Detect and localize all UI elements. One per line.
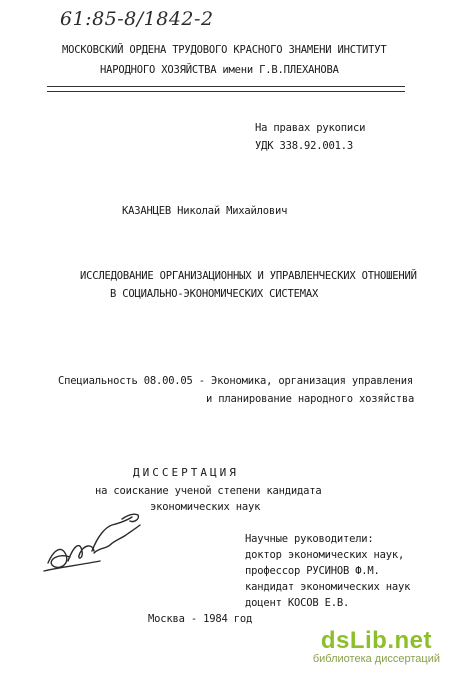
thesis-title-line2: В СОЦИАЛЬНО-ЭКОНОМИЧЕСКИХ СИСТЕМАХ	[110, 288, 319, 300]
city-year: Москва - 1984 год	[148, 613, 253, 625]
degree-line1: на соискание ученой степени кандидата	[95, 485, 322, 497]
thesis-title-line1: ИССЛЕДОВАНИЕ ОРГАНИЗАЦИОННЫХ И УПРАВЛЕНЧЕСКИХ ОТНОШЕНИЙ	[80, 270, 417, 282]
specialty-line1: Специальность 08.00.05 - Экономика, организация управления	[58, 375, 414, 387]
watermark-tagline: библиотека диссертаций	[312, 653, 440, 665]
advisor-line2: профессор РУСИНОВ Ф.М.	[245, 565, 380, 577]
manuscript-rights-note: На правах рукописи	[255, 122, 366, 134]
handwritten-signature-icon	[40, 505, 150, 585]
double-rule-separator	[47, 86, 405, 92]
degree-line2: экономических наук	[150, 501, 261, 513]
watermark-brand: dsLib.net	[320, 627, 433, 654]
udk-code: УДК 338.92.001.3	[255, 140, 353, 152]
dissertation-label: ДИССЕРТАЦИЯ	[133, 466, 239, 479]
author-name: КАЗАНЦЕВ Николай Михайлович	[122, 205, 288, 217]
advisors-heading: Научные руководители:	[245, 533, 374, 545]
institute-name-line1: МОСКОВСКИЙ ОРДЕНА ТРУДОВОГО КРАСНОГО ЗНАМЕНИ ИНСТИТУТ	[62, 44, 387, 56]
handwritten-catalog-number: 61:85-8/1842-2	[60, 8, 214, 30]
dslib-watermark	[313, 627, 440, 665]
advisor-line3: кандидат экономических наук	[245, 581, 411, 593]
specialty-line2: и планирование народного хозяйства	[206, 393, 415, 405]
institute-name-line2: НАРОДНОГО ХОЗЯЙСТВА имени Г.В.ПЛЕХАНОВА	[100, 64, 339, 76]
advisor-line4: доцент КОСОВ Е.В.	[245, 597, 350, 609]
advisor-line1: доктор экономических наук,	[245, 549, 405, 561]
